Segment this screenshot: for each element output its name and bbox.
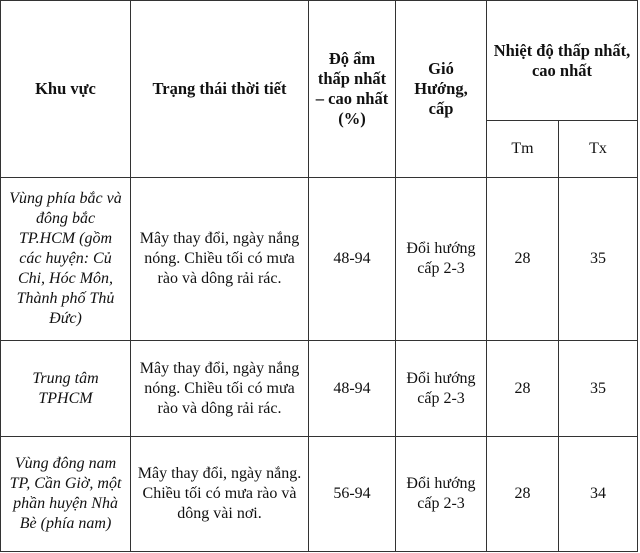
- tmax-cell: 35: [559, 341, 638, 437]
- humidity-cell: 48-94: [309, 341, 396, 437]
- wind-cell: Đổi hướng cấp 2-3: [396, 178, 487, 341]
- table-row: [1, 178, 638, 341]
- header-tmax: Tx: [559, 121, 638, 178]
- humidity-cell: 56-94: [309, 437, 396, 552]
- wind-cell: Đổi hướng cấp 2-3: [396, 341, 487, 437]
- tmin-cell: 28: [487, 437, 559, 552]
- weather-cell: Mây thay đổi, ngày nắng. Chiều tối có mưa rào và dông vài nơi.: [131, 437, 309, 552]
- header-humidity: Độ ẩm thấp nhất – cao nhất (%): [309, 1, 396, 178]
- header-wind: Gió Hướng, cấp: [396, 1, 487, 178]
- header-row: [1, 1, 638, 121]
- tmin-cell: 28: [487, 341, 559, 437]
- header-region: Khu vực: [1, 1, 131, 178]
- weather-cell: Mây thay đổi, ngày nắng nóng. Chiều tối có mưa rào và dông rải rác.: [131, 178, 309, 341]
- tmin-cell: 28: [487, 178, 559, 341]
- humidity-cell: 48-94: [309, 178, 396, 341]
- wind-cell: Đổi hướng cấp 2-3: [396, 437, 487, 552]
- table-row: [1, 341, 638, 437]
- region-cell: Trung tâm TPHCM: [1, 341, 131, 437]
- header-tmin: Tm: [487, 121, 559, 178]
- tmax-cell: 34: [559, 437, 638, 552]
- header-temperature: Nhiệt độ thấp nhất, cao nhất: [487, 1, 638, 121]
- header-weather: Trạng thái thời tiết: [131, 1, 309, 178]
- region-cell: Vùng đông nam TP, Cần Giờ, một phần huyện Nhà Bè (phía nam): [1, 437, 131, 552]
- region-cell: Vùng phía bắc và đông bắc TP.HCM (gồm các huyện: Củ Chi, Hóc Môn, Thành phố Thủ Đức): [1, 178, 131, 341]
- table-row: [1, 437, 638, 552]
- tmax-cell: 35: [559, 178, 638, 341]
- weather-cell: Mây thay đổi, ngày nắng nóng. Chiều tối có mưa rào và dông rải rác.: [131, 341, 309, 437]
